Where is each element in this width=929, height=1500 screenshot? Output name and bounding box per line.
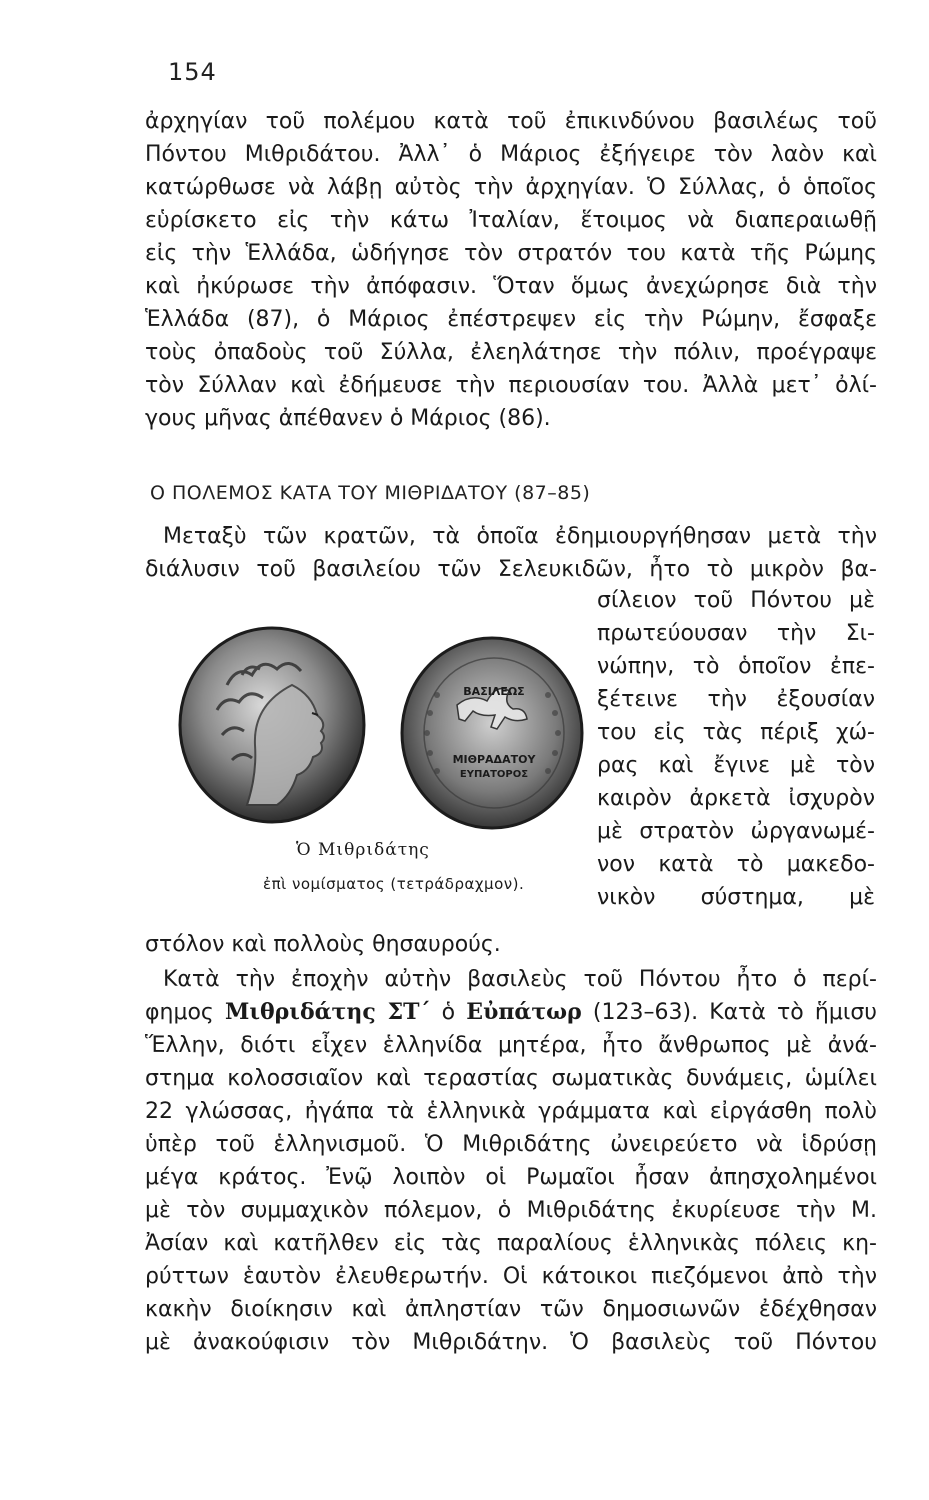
coin-image bbox=[172, 615, 592, 840]
coin-obverse bbox=[180, 628, 364, 822]
text-line: τὸν Σύλλαν καὶ ἐδήμευσε τὴν περιουσίαν του. Ἀλλὰ μετ᾽ ὀλί- bbox=[145, 373, 877, 398]
bold-name-eupator: Εὐπάτωρ bbox=[466, 999, 582, 1025]
coin-inscription-3: ΕΥΠΑΤΟΡΟΣ bbox=[459, 769, 529, 780]
coin-reverse bbox=[402, 638, 582, 828]
text-line: Πόντου Μιθριδάτου. Ἀλλ᾽ ὁ Μάριος ἐξήγειρε τὸν λαὸν καὶ bbox=[145, 142, 877, 167]
text-line: του εἰς τὰς πέριξ χώ- bbox=[597, 720, 875, 745]
text-line: καιρὸν ἀρκετὰ ἰσχυρὸν bbox=[597, 786, 875, 811]
text-span: ὁ bbox=[430, 1000, 467, 1025]
paragraph-2 bbox=[145, 520, 877, 586]
text-line: κατώρθωσε νὰ λάβῃ αὐτὸς τὴν ἀρχηγίαν. Ὁ Σύλλας, ὁ ὁποῖος bbox=[145, 175, 877, 200]
text-line: Ἀσίαν καὶ κατῆλθεν εἰς τὰς παραλίους ἑλληνικὰς πόλεις κη- bbox=[145, 1231, 877, 1256]
text-line: νικὸν σύστημα, μὲ bbox=[597, 885, 875, 910]
coin-inscription-2: ΜΙΘΡΑΔΑΤΟΥ bbox=[452, 753, 536, 766]
text-line: πρωτεύουσαν τὴν Σι- bbox=[597, 621, 875, 646]
text-line: στόλον καὶ πολλοὺς θησαυρούς. bbox=[145, 932, 501, 957]
bold-name-mithridates: Μιθριδάτης ΣΤ΄ bbox=[225, 999, 431, 1025]
text-line: γους μῆνας ἀπέθανεν ὁ Μάριος (86). bbox=[145, 406, 551, 431]
figure-caption-title: Ὁ Μιθριδάτης bbox=[296, 840, 430, 860]
paragraph-2-narrow-column bbox=[597, 584, 879, 914]
text-line: 22 γλώσσας, ἠγάπα τὰ ἑλληνικὰ γράμματα καὶ εἰργάσθη πολὺ bbox=[145, 1099, 877, 1124]
text-line: τοὺς ὀπαδοὺς τοῦ Σύλλα, ἐλεηλάτησε τὴν πόλιν, προέγραψε bbox=[145, 340, 877, 365]
coin-inscription-1: ΒΑΣΙΛΕΩΣ bbox=[463, 685, 525, 698]
text-span: (123–63). Κατὰ τὸ ἥμισυ bbox=[581, 1000, 877, 1025]
text-line-with-names bbox=[145, 996, 877, 1029]
text-line: σίλειον τοῦ Πόντου μὲ bbox=[597, 588, 875, 613]
text-line: μέγα κράτος. Ἐνῷ λοιπὸν οἱ Ρωμαῖοι ἦσαν ἀπησχολημένοι bbox=[145, 1165, 877, 1190]
paragraph-1 bbox=[145, 105, 877, 435]
text-line: Κατὰ τὴν ἐποχὴν αὐτὴν βασιλεὺς τοῦ Πόντου ἦτο ὁ περί- bbox=[163, 967, 877, 992]
section-heading: Ο ΠΟΛΕΜΟΣ ΚΑΤΑ ΤΟΥ ΜΙΘΡΙΔΑΤΟΥ (87–85) bbox=[150, 482, 591, 504]
paragraph-2-end bbox=[145, 928, 877, 961]
text-line: κακὴν διοίκησιν καὶ ἀπληστίαν τῶν δημοσιωνῶν ἐδέχθησαν bbox=[145, 1297, 877, 1322]
text-line: μὲ στρατὸν ὠργανωμέ- bbox=[597, 819, 875, 844]
text-line: ἀρχηγίαν τοῦ πολέμου κατὰ τοῦ ἐπικινδύνου βασιλέως τοῦ bbox=[145, 109, 877, 134]
text-line: διάλυσιν τοῦ βασιλείου τῶν Σελευκιδῶν, ἦτο τὸ μικρὸν βα- bbox=[145, 557, 877, 582]
paragraph-3 bbox=[145, 963, 877, 1359]
coin-figure bbox=[172, 615, 592, 905]
text-line: ρύττων ἑαυτὸν ἐλευθερωτήν. Οἱ κάτοικοι πιεζόμενοι ἀπὸ τὴν bbox=[145, 1264, 877, 1289]
text-line: εὑρίσκετο εἰς τὴν κάτω Ἰταλίαν, ἕτοιμος νὰ διαπεραιωθῇ bbox=[145, 208, 877, 233]
text-line: καὶ ἠκύρωσε τὴν ἀπόφασιν. Ὅταν ὅμως ἀνεχώρησε διὰ τὴν bbox=[145, 274, 877, 299]
text-span: φημος bbox=[145, 1000, 225, 1025]
text-line: εἰς τὴν Ἑλλάδα, ὡδήγησε τὸν στρατόν του κατὰ τῆς Ρώμης bbox=[145, 241, 877, 266]
text-line: ξέτεινε τὴν ἐξουσίαν bbox=[597, 687, 875, 712]
text-line: στημα κολοσσιαῖον καὶ τεραστίας σωματικὰς δυνάμεις, ὡμίλει bbox=[145, 1066, 877, 1091]
page-number: 154 bbox=[168, 58, 217, 86]
text-line: Μεταξὺ τῶν κρατῶν, τὰ ὁποῖα ἐδημιουργήθησαν μετὰ τὴν bbox=[163, 524, 877, 549]
figure-caption-subtitle: ἐπὶ νομίσματος (τετράδραχμον). bbox=[263, 875, 525, 893]
text-line: ὑπὲρ τοῦ ἑλληνισμοῦ. Ὁ Μιθριδάτης ὠνειρεύετο νὰ ἱδρύσῃ bbox=[145, 1132, 877, 1157]
text-line: μὲ ἀνακούφισιν τὸν Μιθριδάτην. Ὁ βασιλεὺς τοῦ Πόντου bbox=[145, 1330, 877, 1355]
text-line: μὲ τὸν συμμαχικὸν πόλεμον, ὁ Μιθριδάτης ἐκυρίευσε τὴν Μ. bbox=[145, 1198, 877, 1223]
text-line: ρας καὶ ἔγινε μὲ τὸν bbox=[597, 753, 875, 778]
text-line: νον κατὰ τὸ μακεδο- bbox=[597, 852, 875, 877]
text-line: Ἑλλάδα (87), ὁ Μάριος ἐπέστρεψεν εἰς τὴν Ρώμην, ἔσφαξε bbox=[145, 307, 877, 332]
text-line: νώπην, τὸ ὁποῖον ἐπε- bbox=[597, 654, 875, 679]
text-line: Ἕλλην, διότι εἶχεν ἑλληνίδα μητέρα, ἦτο ἄνθρωπος μὲ ἀνά- bbox=[145, 1033, 877, 1058]
